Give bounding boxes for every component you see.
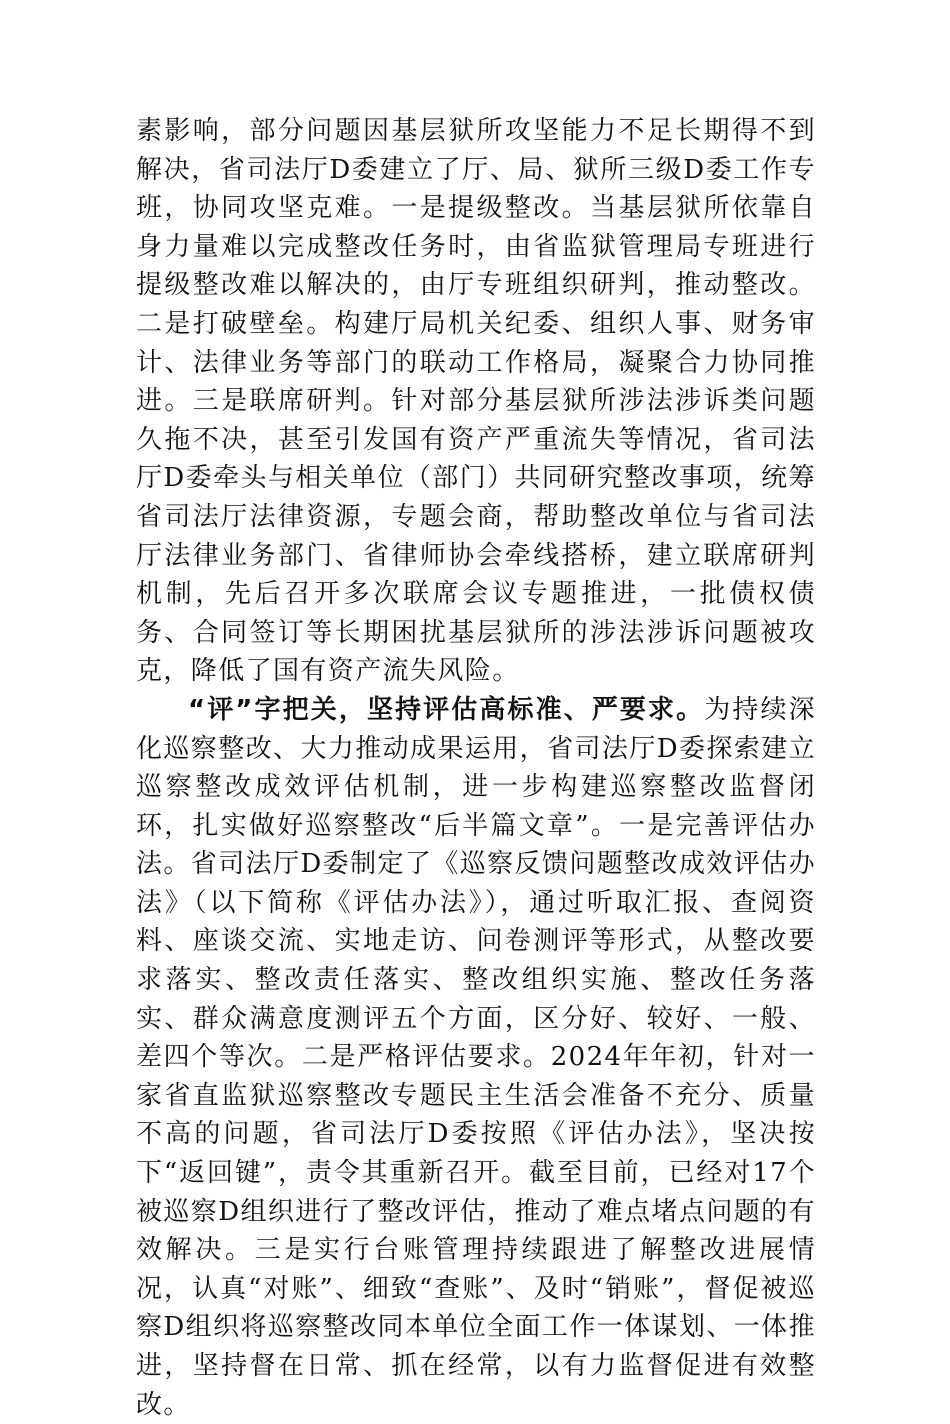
document-page — [136, 112, 816, 1424]
paragraph-evaluation — [136, 691, 816, 1424]
paragraph-evaluation-body: 为持续深化巡察整改、大力推动成果运用，省司法厅D委探索建立巡察整改成效评估机制，进一步构建巡察整改监督闭环，扎实做好巡察整改“后半篇文章”。一是完善评估办法。省司法厅D委制定了《巡察反馈问题整改成效评估办法》（以下简称《评估办法》），通过听取汇报、查阅资料、座谈交流、实地走访、问卷测评等形式，从整改要求落实、整改责任落实、整改组织实施、整改任务落实、群众满意度测评五个方面，区分好、较好、一般、差四个等次。二是严格评估要求。2024年年初，针对一家省直监狱巡察整改专题民主生活会准备不充分、质量不高的问题，省司法厅D委按照《评估办法》，坚决按下“返回键”，责令其重新召开。截至目前，已经对17个被巡察D组织进行了整改评估，推动了难点堵点问题的有效解决。三是实行台账管理持续跟进了解整改进展情况，认真“对账”、细致“查账”、及时“销账”，督促被巡察D组织将巡察整改同本单位全面工作一体谋划、一体推进，坚持督在日常、抓在经常，以有力监督促进有效整改。 — [136, 694, 816, 1420]
paragraph-lead-heading: “评”字把关，坚持评估高标准、严要求。 — [188, 694, 705, 725]
paragraph-body-continued: 素影响，部分问题因基层狱所攻坚能力不足长期得不到解决，省司法厅D委建立了厅、局、狱所三级D委工作专班，协同攻坚克难。一是提级整改。当基层狱所依靠自身力量难以完成整改任务时，由省监狱管理局专班进行提级整改难以解决的，由厅专班组织研判，推动整改。二是打破壁垒。构建厅局机关纪委、组织人事、财务审计、法律业务等部门的联动工作格局，凝聚合力协同推进。三是联席研判。针对部分基层狱所涉法涉诉类问题久拖不决，甚至引发国有资产严重流失等情况，省司法厅D委牵头与相关单位（部门）共同研究整改事项，统筹省司法厅法律资源，专题会商，帮助整改单位与省司法厅法律业务部门、省律师协会牵线搭桥，建立联席研判机制，先后召开多次联席会议专题推进，一批债权债务、合同签订等长期困扰基层狱所的涉法涉诉问题被攻克，降低了国有资产流失风险。 — [136, 116, 816, 687]
